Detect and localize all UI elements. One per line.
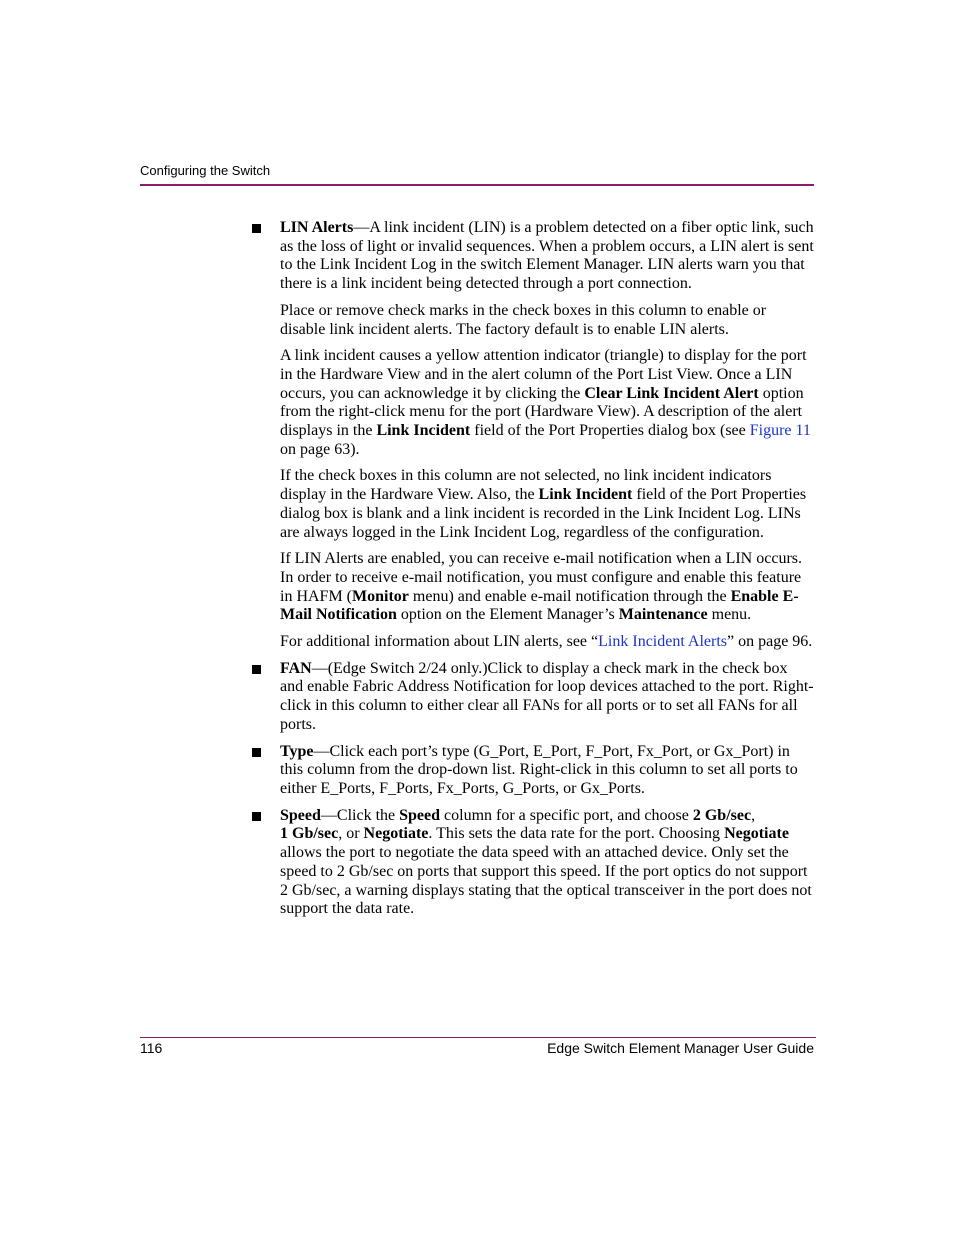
link-incident-alerts-link[interactable]: Link Incident Alerts	[598, 633, 727, 651]
term-fan: FAN	[280, 659, 312, 677]
running-header: Configuring the Switch	[140, 163, 271, 178]
term-speed: Speed	[280, 806, 321, 824]
lin-text: —A link incident (LIN) is a problem detected on a fiber optic link, such as the loss of light or invalid sequences. When a problem occurs, a LIN alert is sent to the Link Incident Log in the switch Element Manager. LIN alerts warn you that there is a link incident being detected through a port connection.	[280, 219, 814, 293]
lin-paragraph-4: If the check boxes in this column are not selected, no link incident indicators display in the Hardware View. Also, the Link Incident field of the Port Properties dialog box is blank and a link incident is recorded in the Link Incident Log. LINs are always logged in the Link Incident Log, regardless of the configuration.	[280, 467, 807, 541]
page-body	[252, 219, 814, 927]
term-lin-alerts: LIN Alerts	[280, 219, 354, 236]
figure-11-link[interactable]: Figure 11	[749, 422, 811, 440]
list-item-speed: Speed—Click the Speed column for a specific port, and choose 2 Gb/sec, 1 Gb/sec, or Negotiate. This sets the data rate for the port. Choosing Negotiate allows the port to negotiate the data speed with an attached device. Only set the speed to 2 Gb/sec on ports that support this speed. If the port optics do not support 2 Gb/sec, a warning displays stating that the optical transceiver in the port does not support the data rate.	[252, 807, 814, 919]
page-number: 116	[140, 1040, 163, 1056]
square-bullet-icon	[252, 748, 261, 757]
header-rule	[140, 184, 814, 186]
square-bullet-icon	[252, 812, 261, 821]
guide-title: Edge Switch Element Manager User Guide	[547, 1040, 814, 1056]
lin-paragraph-2: Place or remove check marks in the check boxes in this column to enable or disable link incident alerts. The factory default is to enable LIN alerts.	[280, 301, 767, 338]
square-bullet-icon	[252, 224, 261, 233]
footer-rule	[140, 1037, 816, 1038]
lin-paragraph-3: A link incident causes a yellow attention indicator (triangle) to display for the port in the Hardware View and in the alert column of the Port List View. Once a LIN occurs, you can acknowledge it by clicking the Clear Link Incident Alert option from the right-click menu for the port (Hardware View). A description of the alert displays in the Link Incident field of the Port Properties dialog box (see Figure 11 on page 63).	[280, 347, 811, 458]
lin-paragraph-6: For additional information about LIN alerts, see “Link Incident Alerts” on page 96.	[280, 633, 813, 651]
list-item-lin-alerts	[252, 219, 814, 294]
list-item-fan: FAN—(Edge Switch 2/24 only.)Click to display a check mark in the check box and enable Fabric Address Notification for loop devices attached to the port. Right-click in this column to either clear all FANs for all ports or to set all FANs for all ports.	[252, 660, 814, 735]
lin-paragraph-5: If LIN Alerts are enabled, you can receive e-mail notification when a LIN occurs. In order to receive e-mail notification, you must configure and enable this feature in HAFM (Monitor menu) and enable e-mail notification through the Enable E-Mail Notification option on the Element Manager’s Maintenance menu.	[280, 550, 802, 624]
term-type: Type	[280, 742, 314, 760]
square-bullet-icon	[252, 665, 261, 674]
list-item-type: Type—Click each port’s type (G_Port, E_Port, F_Port, Fx_Port, or Gx_Port) in this column from the drop-down list. Right-click in this column to set all ports to either E_Ports, F_Ports, Fx_Ports, G_Ports, or Gx_Ports.	[252, 743, 814, 799]
